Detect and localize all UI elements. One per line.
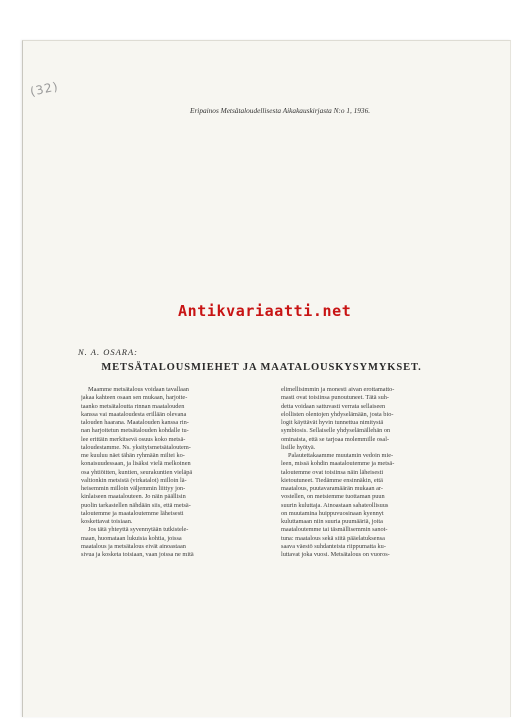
- text-line: vostellen, on metsiemme tuottaman puun: [281, 493, 385, 501]
- text-line: puolin tarkastellen nähdään siis, että metsä-: [81, 501, 191, 509]
- text-line: jakaa kahteen osaan sen mukaan, harjoite-: [81, 394, 188, 402]
- text-line: talouden haarana. Maatalouden kanssa rin-: [81, 419, 189, 426]
- text-line: on muutamina huippuvuosinaan kyennyt: [281, 509, 384, 517]
- text-line: kuluttamaan niin suuria puumääriä, joita: [281, 518, 383, 525]
- text-line: saava väestö suhdanteista riippumatta ku-: [281, 542, 386, 550]
- author-name: N. A. OSARA:: [78, 347, 139, 357]
- text-line: detta voidaan sattuvasti verrata sellaiseen: [281, 402, 386, 410]
- text-line: masti ovat toisiinsa punoutuneet. Tätä suh-: [281, 394, 389, 402]
- text-line: suurin kuluttaja. Ainoastaan sahateollisuus: [281, 501, 389, 509]
- text-line: koskettavat toisiaan.: [81, 518, 133, 525]
- text-line: leen, missä kohdin maataloutemme ja metsä-: [281, 460, 395, 468]
- text-line: elimellisimmin ja monesti aivan erottamatto-: [281, 386, 395, 393]
- text-line: maatalous, puutavaramäärän mukaan ar-: [281, 485, 383, 492]
- text-line: taloutemme ovat toisiinsa näin läheisesti: [281, 468, 384, 476]
- text-line: maan, huomataan lukuisia kohtia, joissa: [81, 534, 182, 542]
- text-line: kanssa vai maataloudesta erillään olevana: [81, 410, 187, 418]
- text-line: sivua ja kosketa toisiaan, vaan joissa ne mitä: [81, 551, 194, 558]
- watermark: Antikvariaatti.net: [178, 302, 352, 320]
- text-line: heisemmin milloin väljemmin liittyy jon-: [81, 485, 186, 492]
- text-line: me kuuluu näet tähän ryhmään miltei ko-: [81, 452, 185, 459]
- text-line: kietoutuneet. Tiedämme ensinnäkin, että: [281, 476, 383, 484]
- text-line: Jos tätä yhteyttä syvennytään tutkistele-: [88, 526, 189, 534]
- pencil-margin-note: (32): [28, 79, 60, 99]
- left-text-column: [81, 386, 251, 559]
- text-line: taloutemme ja maataloutemme läheisesti: [81, 509, 184, 517]
- article-title: METSÄTALOUSMIEHET JA MAATALOUSKYSYMYKSET.: [101, 362, 422, 373]
- text-line: maatalous ja metsätalous eivät ainoastaan: [81, 542, 186, 550]
- text-line: lisille hyötyä.: [281, 443, 316, 451]
- text-line: logit käyttävät hyvin tunnettua nimitystä: [281, 419, 384, 426]
- right-text-column: [281, 386, 451, 559]
- running-head: Eripainos Metsätaloudellisesta Aikakauskirjasta N:o 1, 1936.: [190, 106, 371, 115]
- text-line: valtionkin metsistä (virkatalot) milloin lä-: [81, 476, 187, 484]
- text-line: nan harjoitetun metsätalouden kohdalle tu-: [81, 427, 189, 435]
- text-line: taanko metsätaloutta rinnan maatalouden: [81, 402, 185, 410]
- text-line: Palautettakaamme muutamin vedoin mie-: [288, 452, 394, 459]
- text-line: konaisuudessaan, ja lisäksi vielä melkoinen: [81, 460, 191, 468]
- text-line: lee erittäin merkitsevä osuus koko metsä-: [81, 435, 186, 443]
- text-line: kinlaiseen maatalouteen. Jo näin päällisin: [81, 493, 186, 501]
- text-line: ominaista, että se tarjoaa molemmille osal-: [281, 435, 390, 443]
- text-line: osa yhtiöitten, kuntien, seurakuntien vieläpä: [81, 468, 193, 476]
- text-line: Maamme metsätalous voidaan tavallaan: [88, 386, 189, 393]
- text-line: tuna: maatalous sekä siitä pääelatuksensa: [281, 534, 385, 542]
- text-line: elollisten olentojen yhdyselämään, josta bio-: [281, 410, 394, 418]
- text-line: maataloutemme tai täsmällisemmin sanot-: [281, 526, 388, 534]
- text-line: taloudestamme. Ns. yksityismetsätaloutem-: [81, 443, 191, 451]
- text-line: luttavat joka vuosi. Metsätalous on vuoros-: [281, 551, 390, 558]
- paper-sheet: [22, 40, 511, 717]
- text-line: symbiosis. Sellaiselle yhdyselämällehän on: [281, 427, 391, 435]
